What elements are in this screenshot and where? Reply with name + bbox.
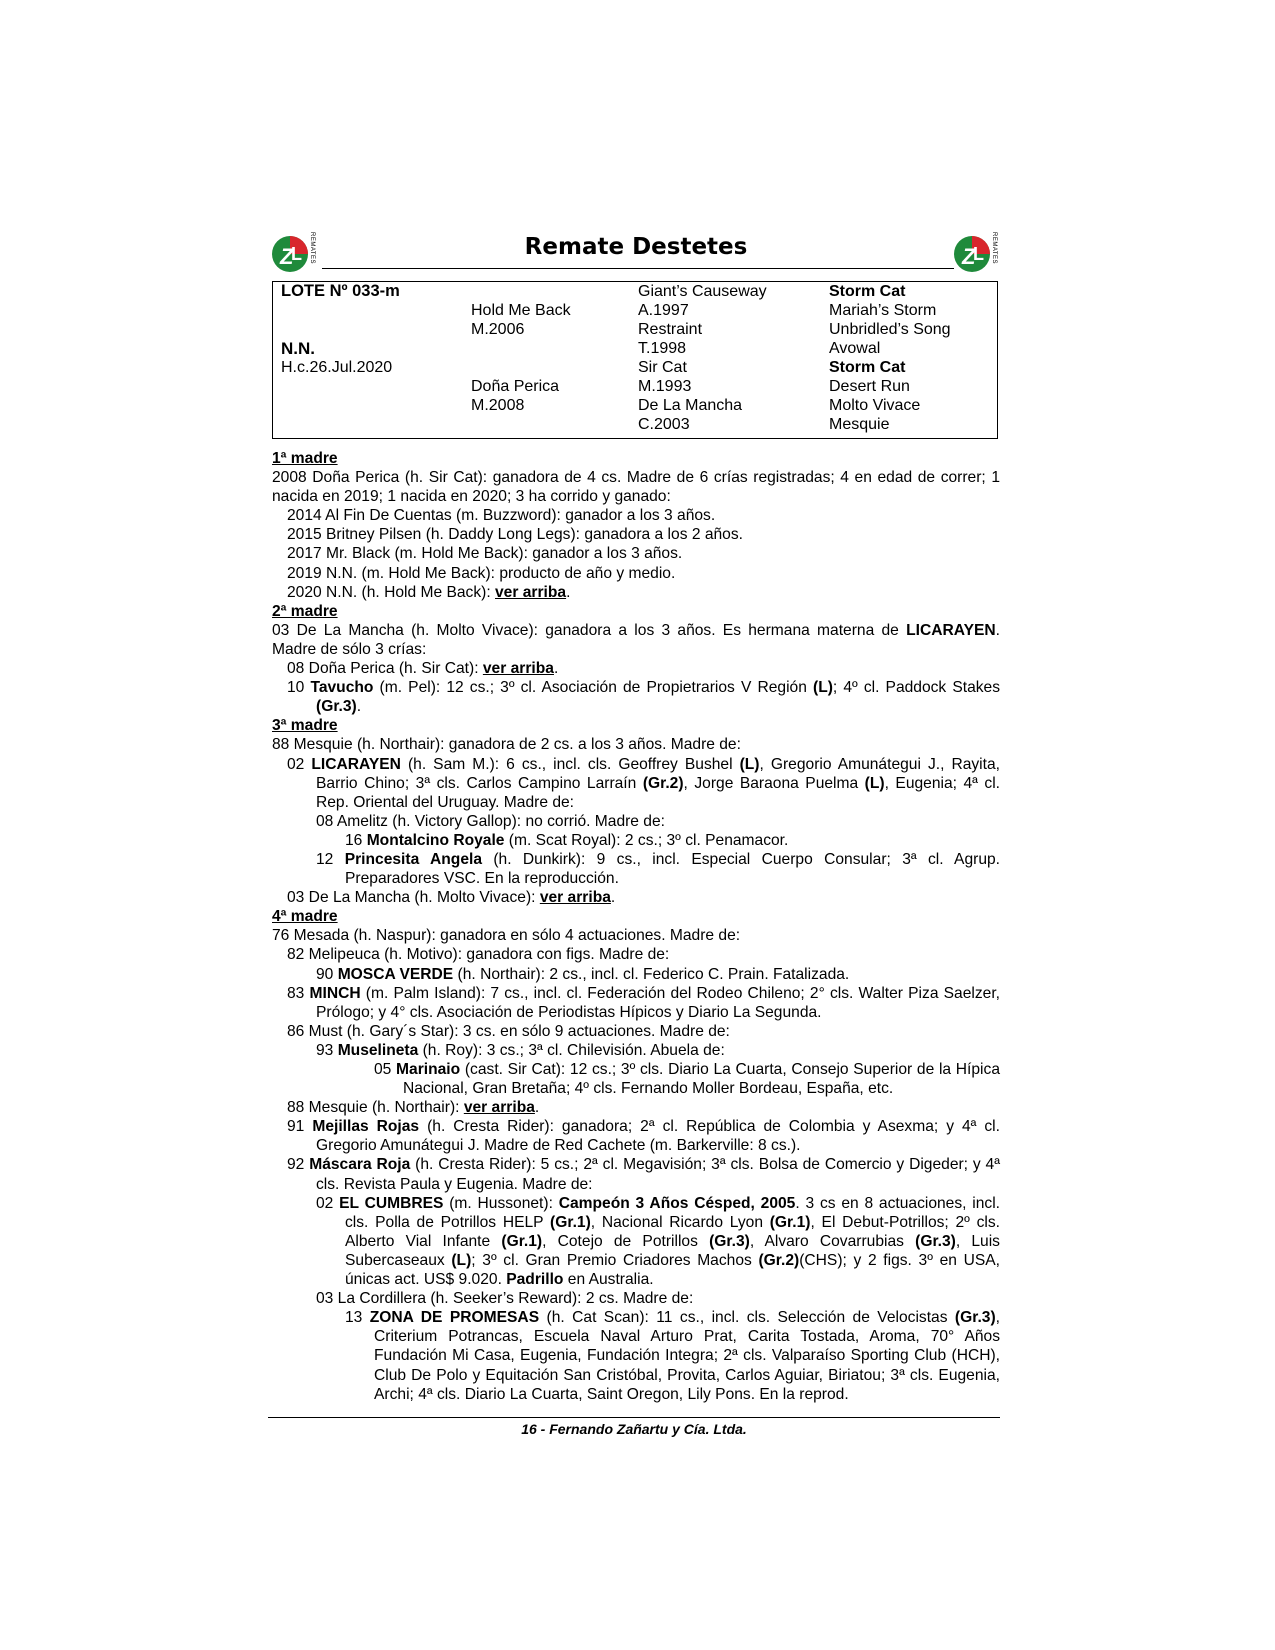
produce-entry: 83 MINCH (m. Palm Island): 7 cs., incl. cl. Federación del Rodeo Chileno; 2° cls. Walter Piza Saelzer, Prólogo; y 4° cls. Asociación de Periodistas Hípicos y Diario La Segunda.	[287, 984, 1000, 1021]
pedigree-row	[273, 358, 997, 377]
ggdam-2: Avowal	[829, 340, 881, 357]
remates-logo-right	[952, 226, 1004, 278]
ver-arriba-link[interactable]: ver arriba	[539, 889, 611, 907]
dam-paragraph: 03 De La Mancha (h. Molto Vivace): ganadora a los 3 años. Es hermana materna de LICARAYEN. Madre de sólo 3 crías:	[272, 621, 1000, 658]
granddam-maternal-info: C.2003	[638, 416, 690, 433]
dam-paragraph: 76 Mesada (h. Naspur): ganadora en sólo 4 actuaciones. Madre de:	[272, 927, 741, 945]
produce-entry: 12 Princesita Angela (h. Dunkirk): 9 cs., incl. Especial Cuerpo Consular; 3ª cl. Agrup. Preparadores VSC. En la reproducción.	[316, 850, 1001, 888]
granddam-paternal-info: T.1998	[638, 340, 687, 357]
produce-entry: 02 LICARAYEN (h. Sam M.): 6 cs., incl. cls. Geoffrey Bushel (L), Gregorio Amunátegui J., Rayita, Barrio Chino; 3ª cls. Carlos Campino Larraín (Gr.2), Jorge Baraona Puelma (L), Eugenia; 4ª cl. Rep. Oriental del Uruguay. Madre de:	[287, 755, 1000, 811]
pedigree-row	[273, 396, 997, 415]
produce-entry: 13 ZONA DE PROMESAS (h. Cat Scan): 11 cs., incl. cls. Selección de Velocistas (Gr.3), Criterium Potrancas, Escuela Naval Arturo Prat, Carita Tostada, Aroma, 70° Años Fundación Mi Casa, Eugenia, Fundación Integra; 2ª cls. Valparaíso Sporting Club (HCH), Club De Polo y Equitación San Cristóbal, Provita, Carlos Aguiar, Biriatou; 3ª cls. Eugenia, Archi; 4ª cls. Diario La Cuarta, Saint Oregon, Lily Pons. En la reprod.	[345, 1309, 1000, 1403]
sire-info: M.2006	[471, 321, 525, 338]
dam-info: M.2008	[471, 397, 525, 414]
grandsire-paternal-info: A.1997	[638, 302, 689, 319]
svg-text:L: L	[973, 244, 984, 264]
ggsire-2: Unbridled’s Song	[829, 321, 951, 338]
produce-entry: 10 Tavucho (m. Pel): 12 cs.; 3º cl. Asociación de Propietrarios V Región (L); 4º cl. Paddock Stakes (Gr.3).	[287, 679, 1001, 716]
lote-number: LOTE Nº 033-m	[281, 282, 400, 300]
sire-name: Hold Me Back	[471, 302, 571, 319]
produce-entry: 08 Doña Perica (h. Sir Cat): ver arriba.	[287, 660, 559, 678]
produce-entry: 2017 Mr. Black (m. Hold Me Back): ganador a los 3 años.	[287, 545, 683, 563]
dam-paragraph: 2008 Doña Perica (h. Sir Cat): ganadora de 4 cs. Madre de 6 crías registradas; 4 en edad de correr; 1 nacida en 2019; 1 nacida en 2020; 3 ha corrido y ganado:	[272, 469, 1000, 506]
produce-entry: 90 MOSCA VERDE (h. Northair): 2 cs., incl. cl. Federico C. Prain. Fatalizada.	[316, 965, 850, 983]
ggsire-3: Storm Cat	[829, 359, 906, 376]
produce-entry: 93 Muselineta (h. Roy): 3 cs.; 3ª cl. Chilevisión. Abuela de:	[316, 1041, 725, 1059]
pedigree-row	[273, 320, 997, 339]
svg-text:Z: Z	[962, 244, 976, 269]
produce-entry: 92 Máscara Roja (h. Cresta Rider): 5 cs.; 2ª cl. Megavisión; 3ª cls. Bolsa de Comercio y Digeder; y 4ª cls. Revista Paula y Eugenia. Madre de:	[287, 1156, 1000, 1193]
title-divider	[322, 268, 954, 269]
produce-entry: 82 Melipeuca (h. Motivo): ganadora con figs. Madre de:	[287, 946, 670, 964]
page-title: Remate Destetes	[524, 234, 748, 260]
granddam-maternal: De La Mancha	[638, 397, 743, 414]
produce-entry: 86 Must (h. Gary´s Star): 3 cs. en sólo 9 actuaciones. Madre de:	[287, 1022, 730, 1040]
pedigree-row	[273, 415, 997, 434]
section-heading: 2ª madre	[272, 602, 338, 620]
svg-text:REMATES: REMATES	[991, 232, 997, 265]
ver-arriba-link[interactable]: ver arriba	[463, 1099, 535, 1117]
produce-entry: 91 Mejillas Rojas (h. Cresta Rider): ganadora; 2ª cl. República de Colombia y Asexma; y 4ª cl. Gregorio Amunátegui J. Madre de Red Cachete (m. Barkerville: 8 cs.).	[287, 1118, 1000, 1155]
section-heading: 3ª madre	[272, 717, 338, 735]
grandsire-maternal: Sir Cat	[638, 359, 687, 376]
foal-info: H.c.26.Jul.2020	[281, 359, 393, 376]
produce-entry: 2014 Al Fin De Cuentas (m. Buzzword): ganador a los 3 años.	[287, 507, 716, 525]
ggsire-1: Storm Cat	[829, 283, 906, 300]
svg-text:Z: Z	[280, 244, 294, 269]
dam-name: Doña Perica	[471, 378, 560, 395]
ggsire-4: Molto Vivace	[829, 397, 921, 414]
produce-entry: 03 La Cordillera (h. Seeker’s Reward): 2 cs. Madre de:	[316, 1290, 694, 1308]
pedigree-row	[273, 377, 997, 396]
ver-arriba-link[interactable]: ver arriba	[495, 583, 567, 601]
produce-entry: 88 Mesquie (h. Northair): ver arriba.	[287, 1099, 540, 1117]
page-footer: 16 - Fernando Zañartu y Cía. Ltda.	[521, 1421, 747, 1437]
horse-name: N.N.	[281, 339, 315, 358]
produce-entry: 2020 N.N. (h. Hold Me Back): ver arriba.	[287, 583, 571, 601]
ver-arriba-link[interactable]: ver arriba	[482, 660, 554, 678]
catalog-body	[272, 449, 1000, 1404]
grandsire-maternal-info: M.1993	[638, 378, 692, 395]
section-heading: 1ª madre	[272, 450, 338, 467]
produce-entry: 08 Amelitz (h. Victory Gallop): no corrió. Madre de:	[316, 812, 665, 830]
dam-paragraph: 88 Mesquie (h. Northair): ganadora de 2 cs. a los 3 años. Madre de:	[272, 736, 741, 754]
produce-entry: 2019 N.N. (m. Hold Me Back): producto de año y medio.	[287, 564, 676, 582]
pedigree-row	[273, 301, 997, 320]
grandsire-paternal: Giant’s Causeway	[638, 283, 767, 300]
granddam-paternal: Restraint	[638, 321, 703, 338]
ggdam-1: Mariah’s Storm	[829, 302, 937, 319]
section-heading: 4ª madre	[272, 908, 338, 926]
pedigree-row	[273, 339, 997, 358]
produce-entry: 02 EL CUMBRES (m. Hussonet): Campeón 3 Años Césped, 2005. 3 cs en 8 actuaciones, incl. cls. Polla de Potrillos HELP (Gr.1), Nacional Ricardo Lyon (Gr.1), El Debut-Potrillos; 2º cls. Alberto Vial Infante (Gr.1), Cotejo de Potrillos (Gr.3), Alvaro Covarrubias (Gr.3), Luis Subercaseaux (L); 3º cl. Gran Premio Criadores Machos (Gr.2)(CHS); y 2 figs. 3º en USA, únicas act. US$ 9.020. Padrillo en Australia.	[316, 1194, 1000, 1289]
ggdam-3: Desert Run	[829, 378, 910, 395]
pedigree-table	[272, 281, 998, 439]
produce-entry: 16 Montalcino Royale (m. Scat Royal): 2 cs.; 3º cl. Penamacor.	[345, 831, 789, 849]
ggdam-4: Mesquie	[829, 416, 890, 433]
produce-entry: 2015 Britney Pilsen (h. Daddy Long Legs): ganadora a los 2 años.	[287, 526, 743, 544]
svg-text:REMATES: REMATES	[309, 232, 315, 265]
produce-entry: 03 De La Mancha (h. Molto Vivace): ver arriba.	[287, 889, 616, 907]
produce-entry: 05 Marinaio (cast. Sir Cat): 12 cs.; 3º cls. Diario La Cuarta, Consejo Superior de la Hípica Nacional, Gran Bretaña; 4º cls. Fernando Moller Bordeau, España, etc.	[374, 1061, 1000, 1098]
footer-divider	[268, 1417, 1000, 1418]
pedigree-row	[273, 282, 997, 301]
svg-text:L: L	[291, 244, 302, 264]
